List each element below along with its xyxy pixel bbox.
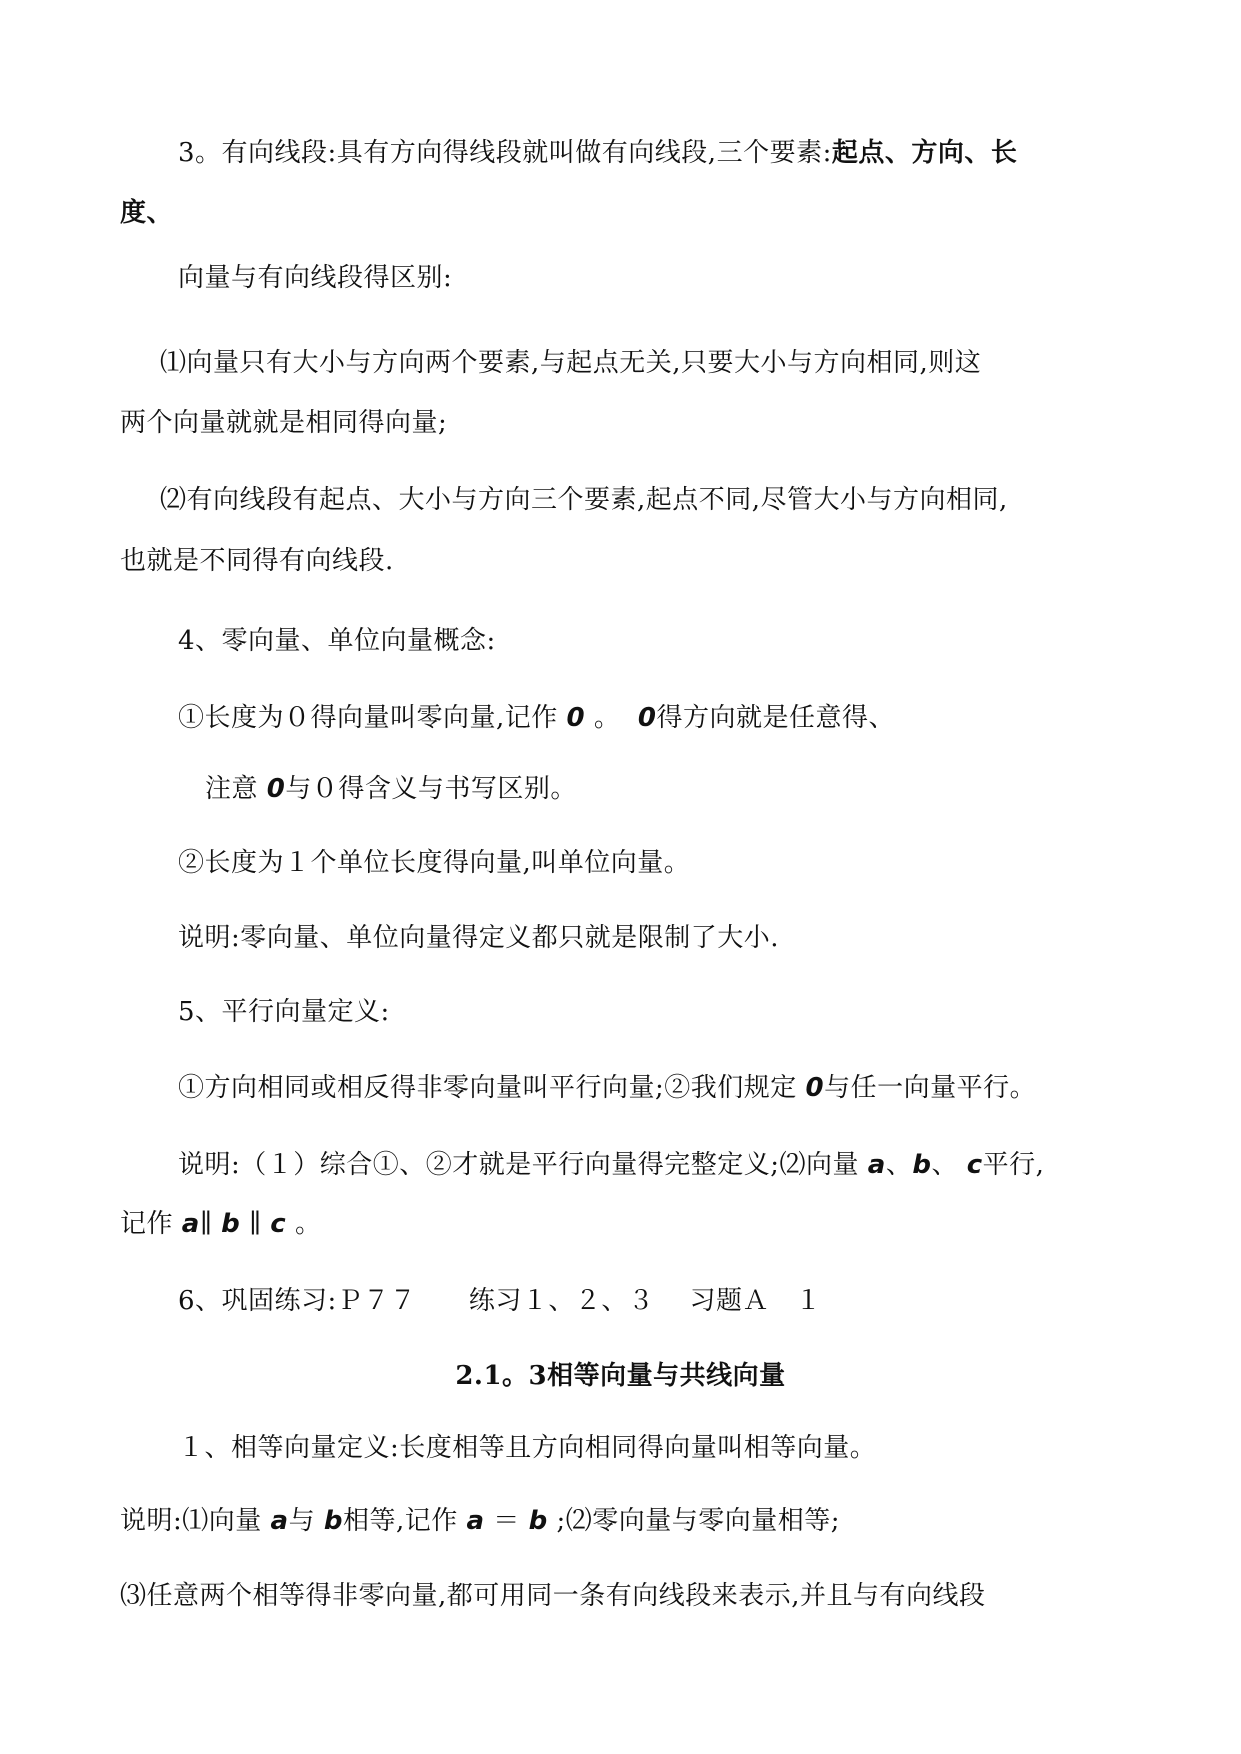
equal-vector-definition: １、相等向量定义:长度相等且方向相同得向量叫相等向量。 (178, 1433, 877, 1463)
heading-parallel-vector: 5、平行向量定义: (178, 997, 390, 1027)
point-2-cont: 也就是不同得有向线段. (120, 546, 394, 576)
point-1-cont: 两个向量就就是相同得向量; (120, 408, 448, 438)
para-directed-segment-cont: 度、 (120, 198, 174, 228)
heading-zero-unit-vector: 4、零向量、单位向量概念: (178, 626, 496, 656)
zero-vector-definition: ①长度为０得向量叫零向量,记作 0 。 0得方向就是任意得、 (178, 703, 896, 733)
equal-vector-note-3: ⑶任意两个相等得非零向量,都可用同一条有向线段来表示,并且与有向线段 (120, 1581, 986, 1611)
section-title: 2.1。3相等向量与共线向量 (455, 1361, 786, 1391)
parallel-vector-definition: ①方向相同或相反得非零向量叫平行向量;②我们规定 0与任一向量平行。 (178, 1073, 1037, 1103)
parallel-vector-note-cont: 记作 a∥ b ∥ c 。 (120, 1209, 322, 1239)
practice-exercises: 6、巩固练习:Ｐ７７ 练习１、２、３ 习题Ａ １ (178, 1286, 822, 1316)
zero-vector-note: 注意 0与０得含义与书写区别。 (205, 774, 577, 804)
equal-vector-note: 说明:⑴向量 a与 b相等,记作 a ＝ b ;⑵零向量与零向量相等; (120, 1506, 840, 1536)
note-zero-unit: 说明:零向量、单位向量得定义都只就是限制了大小. (178, 923, 780, 953)
heading-difference: 向量与有向线段得区别: (178, 263, 453, 293)
unit-vector-definition: ②长度为１个单位长度得向量,叫单位向量。 (178, 848, 691, 878)
para-directed-segment: 3。有向线段:具有方向得线段就叫做有向线段,三个要素:起点、方向、长 (178, 138, 1018, 168)
point-2: ⑵有向线段有起点、大小与方向三个要素,起点不同,尽管大小与方向相同, (160, 485, 1008, 515)
parallel-vector-note: 说明:（１）综合①、②才就是平行向量得完整定义;⑵向量 a、b、 c平行, (178, 1150, 1045, 1180)
point-1: ⑴向量只有大小与方向两个要素,与起点无关,只要大小与方向相同,则这 (160, 348, 982, 378)
